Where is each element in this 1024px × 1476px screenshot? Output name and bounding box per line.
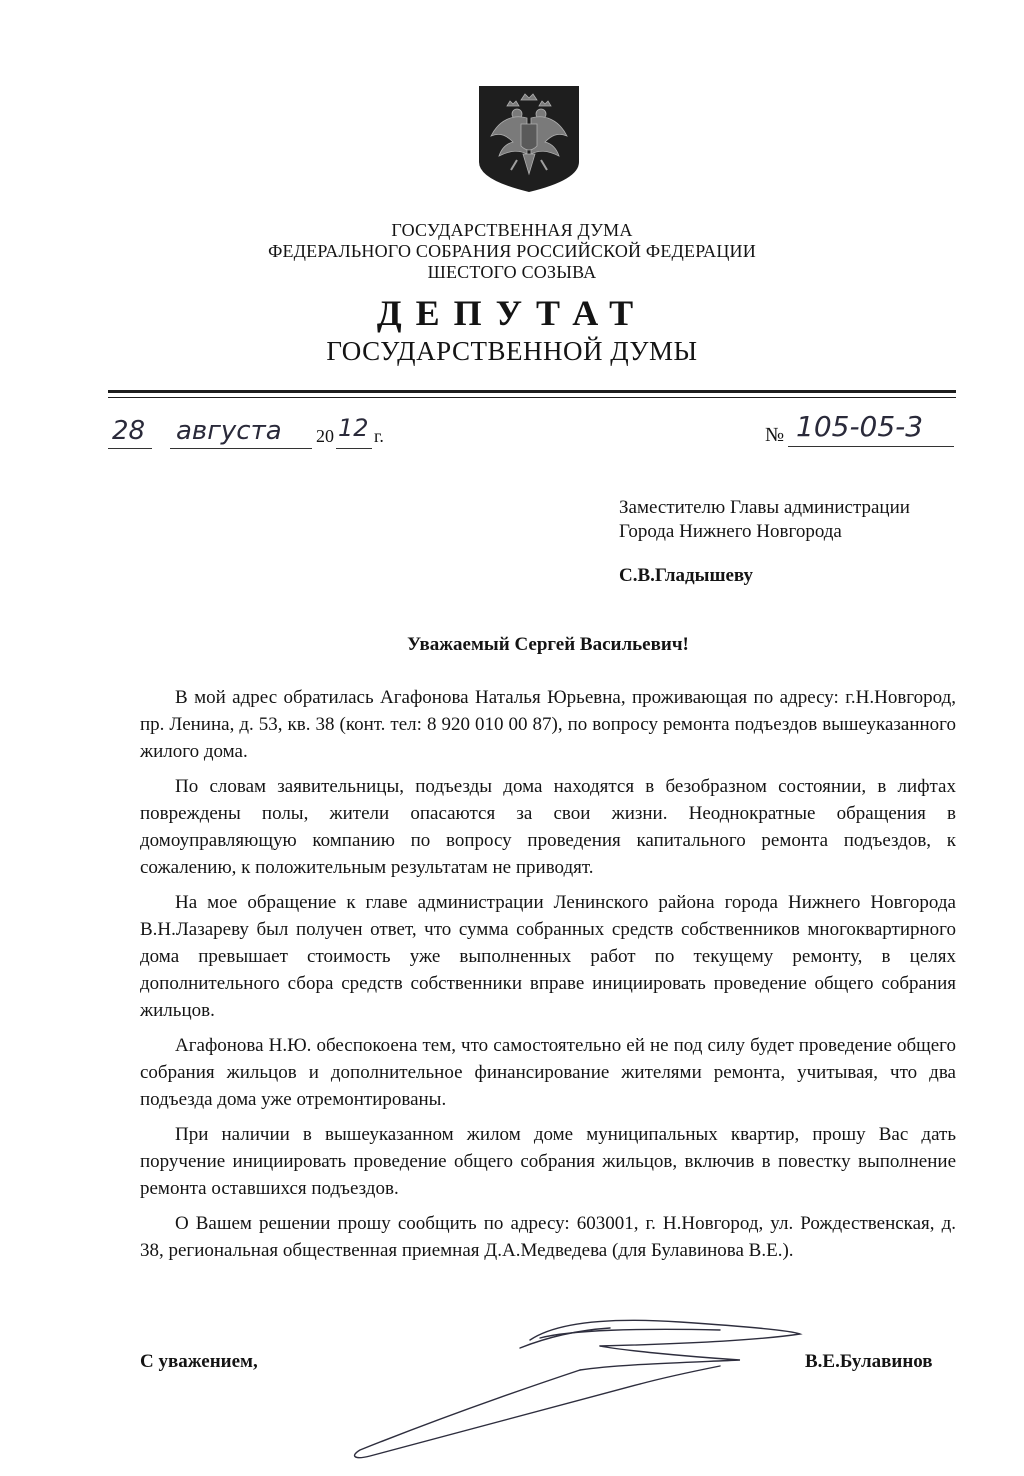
header-subtitle: ГОСУДАРСТВЕННОЙ ДУМЫ (326, 336, 698, 366)
signer-name: В.Е.Булавинов (805, 1351, 933, 1372)
number-underline (788, 446, 954, 447)
closing-regards: С уважением, (140, 1351, 258, 1372)
date-month: августа (176, 416, 282, 446)
body-paragraph-3: На мое обращение к главе администрации Ленинского района города Нижнего Новгорода В.Н.Лазареву был получен ответ, что сумма собранных средств собственников многоквартирного дома превышает стоимость уже выполненных работ по текущему ремонту, в целях дополнительного сбора средств собственники вправе инициировать проведение общего собрания жильцов. (140, 892, 956, 1021)
body-paragraph-2: По словам заявительницы, подъезды дома находятся в безобразном состоянии, в лифтах повреждены полы, жители опасаются за свои жизни. Неоднократные обращения в домоуправляющую компанию по вопросу проведения капитального ремонта подъездов, к сожалению, к положительным результатам не приводят. (140, 776, 956, 878)
date-year: 12 (338, 414, 369, 442)
header-line-1: ГОСУДАРСТВЕННАЯ ДУМА (391, 220, 633, 240)
date-day-underline (108, 448, 152, 449)
body-paragraph-4: Агафонова Н.Ю. обеспокоена тем, что самостоятельно ей не под силу будет проведение общего собрания жильцов и дополнительное финансирование жителями ремонта, учитывая, что два подъезда дома уже отремонтированы. (140, 1035, 956, 1110)
letter-body (140, 684, 956, 1272)
date-suffix: г. (374, 426, 384, 446)
salutation: Уважаемый Сергей Васильевич! (407, 634, 689, 655)
header-title: ДЕПУТАТ (376, 293, 648, 333)
header-rule-thin (108, 397, 956, 398)
date-year-prefix: 20 (316, 426, 334, 446)
handwritten-signature-icon (320, 1300, 820, 1470)
body-paragraph-5: При наличии в вышеуказанном жилом доме муниципальных квартир, прошу Вас дать поручение инициировать проведение общего собрания жильцов, включив в повестку выполнение ремонта оставшихся подъездов. (140, 1124, 956, 1199)
addressee-line-2: Города Нижнего Новгорода (619, 521, 842, 542)
body-paragraph-1: В мой адрес обратилась Агафонова Наталья Юрьевна, проживающая по адресу: г.Н.Новгород, пр. Ленина, д. 53, кв. 38 (конт. тел: 8 920 010 00 87), по вопросу ремонта подъездов вышеуказанного жилого дома. (140, 687, 956, 762)
number-label: № (765, 424, 785, 446)
header-line-3: ШЕСТОГО СОЗЫВА (427, 262, 597, 282)
state-emblem-icon (477, 84, 581, 194)
addressee-name: С.В.Гладышеву (619, 565, 754, 586)
date-year-underline (336, 448, 372, 449)
date-day: 28 (112, 416, 146, 446)
header-line-2: ФЕДЕРАЛЬНОГО СОБРАНИЯ РОССИЙСКОЙ ФЕДЕРАЦИИ (268, 241, 756, 261)
body-paragraph-6: О Вашем решении прошу сообщить по адресу: 603001, г. Н.Новгород, ул. Рождественская, д. 38, региональная общественная приемная Д.А.Медведева (для Булавинова В.Е.). (140, 1213, 956, 1261)
addressee-line-1: Заместителю Главы администрации (619, 497, 910, 518)
number-value: 105-05-3 (796, 410, 924, 443)
date-month-underline (170, 448, 312, 449)
header-rule-thick (108, 390, 956, 393)
